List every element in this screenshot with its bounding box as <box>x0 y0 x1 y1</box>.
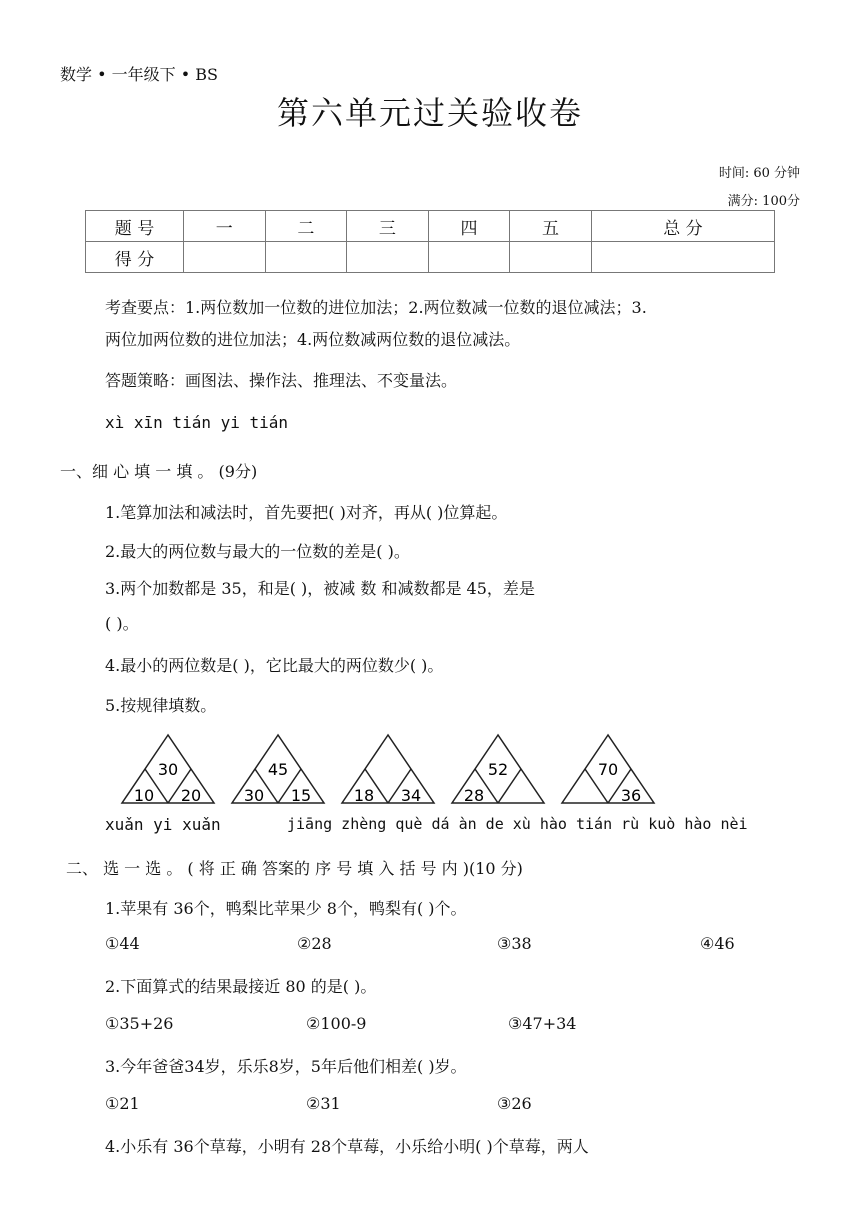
score-table-score-row <box>86 242 775 273</box>
number-triangle-3 <box>340 733 436 805</box>
s2-q1-option-1[interactable]: ①44 <box>105 934 140 953</box>
header-cell-5: 五 <box>510 211 592 242</box>
key-points-line2: 两位加两位数的进位加法；4.两位数减两位数的退位减法。 <box>105 330 521 349</box>
triangle-1-right: 20 <box>180 786 202 805</box>
strategy: 答题策略：画图法、操作法、推理法、不变量法。 <box>105 371 458 390</box>
number-triangle-4 <box>450 733 546 805</box>
s1-question-3-line2: ( )。 <box>105 614 139 633</box>
s2-question-1: 1.苹果有 36个，鸭梨比苹果少 8个，鸭梨有( )个。 <box>105 899 467 918</box>
score-cell-5[interactable] <box>510 242 592 273</box>
key-points-line1: 考查要点：1.两位数加一位数的进位加法；2.两位数减一位数的退位减法；3. <box>105 298 647 317</box>
pinyin-section1: xì xīn tián yi tián <box>105 413 289 432</box>
score-cell-total[interactable] <box>591 242 774 273</box>
page-title: 第六单元过关验收卷 <box>276 94 583 132</box>
header-cell-1: 一 <box>184 211 266 242</box>
triangle-5-top: 70 <box>597 760 619 779</box>
s1-question-3-line1: 3.两个加数都是 35，和是( )，被减 数 和减数都是 45，差是 <box>105 579 535 598</box>
s2-q2-option-1[interactable]: ①35+26 <box>105 1014 174 1033</box>
s2-q1-option-4[interactable]: ④46 <box>700 934 735 953</box>
s1-question-1: 1.笔算加法和减法时，首先要把( )对齐，再从( )位算起。 <box>105 503 508 522</box>
number-triangle-2 <box>230 733 326 805</box>
triangle-3-left: 18 <box>353 786 375 805</box>
header-cell-4: 四 <box>428 211 510 242</box>
pinyin-section2-title: xuǎn yi xuǎn <box>105 815 221 834</box>
score-cell-1[interactable] <box>184 242 266 273</box>
header-cell-3: 三 <box>347 211 429 242</box>
triangle-2-left: 30 <box>243 786 265 805</box>
full-score: 满分: 100分 <box>727 194 800 209</box>
s2-question-2: 2.下面算式的结果最接近 80 的是( )。 <box>105 977 377 996</box>
s2-q1-option-3[interactable]: ③38 <box>497 934 532 953</box>
header-cell-total: 总 分 <box>591 211 774 242</box>
score-table-header-row <box>86 211 775 242</box>
s2-q2-option-3[interactable]: ③47+34 <box>508 1014 577 1033</box>
score-row-label: 得 分 <box>86 242 184 273</box>
number-triangle-1 <box>120 733 216 805</box>
score-cell-3[interactable] <box>347 242 429 273</box>
s2-q3-option-2[interactable]: ②31 <box>306 1094 341 1113</box>
triangle-4-top: 52 <box>487 760 509 779</box>
s1-question-2: 2.最大的两位数与最大的一位数的差是( )。 <box>105 542 410 561</box>
score-cell-2[interactable] <box>265 242 347 273</box>
triangle-2-top: 45 <box>267 760 289 779</box>
s2-question-3: 3.今年爸爸34岁，乐乐8岁，5年后他们相差( )岁。 <box>105 1057 467 1076</box>
number-triangle-5 <box>560 733 656 805</box>
subject-label: 数学 • 一年级下 • BS <box>60 65 218 84</box>
pinyin-section2-instruction: jiāng zhèng què dá àn de xù hào tián rù kuò hào nèi <box>287 815 748 833</box>
triangle-1-left: 10 <box>133 786 155 805</box>
s2-q3-option-1[interactable]: ①21 <box>105 1094 140 1113</box>
s2-question-4: 4.小乐有 36个草莓，小明有 28个草莓，小乐给小明( )个草莓，两人 <box>105 1137 589 1156</box>
triangle-3-right: 34 <box>400 786 422 805</box>
score-cell-4[interactable] <box>428 242 510 273</box>
triangle-5-right: 36 <box>620 786 642 805</box>
s2-q2-option-2[interactable]: ②100-9 <box>306 1014 367 1033</box>
time-limit: 时间: 60 分钟 <box>718 166 800 181</box>
s2-q3-option-3[interactable]: ③26 <box>497 1094 532 1113</box>
section2-title: 二、 选 一 选 。 ( 将 正 确 答案的 序 号 填 入 括 号 内 )(10 分) <box>66 859 523 878</box>
s2-q1-option-2[interactable]: ②28 <box>297 934 332 953</box>
s1-question-5: 5.按规律填数。 <box>105 696 217 715</box>
header-cell-label: 题 号 <box>86 211 184 242</box>
s1-question-4: 4.最小的两位数是( )，它比最大的两位数少( )。 <box>105 656 444 675</box>
triangle-1-top: 30 <box>157 760 179 779</box>
triangle-4-left: 28 <box>463 786 485 805</box>
score-table <box>85 210 775 273</box>
header-cell-2: 二 <box>265 211 347 242</box>
section1-title: 一、细 心 填 一 填 。 (9分) <box>60 462 258 481</box>
triangle-2-right: 15 <box>290 786 312 805</box>
